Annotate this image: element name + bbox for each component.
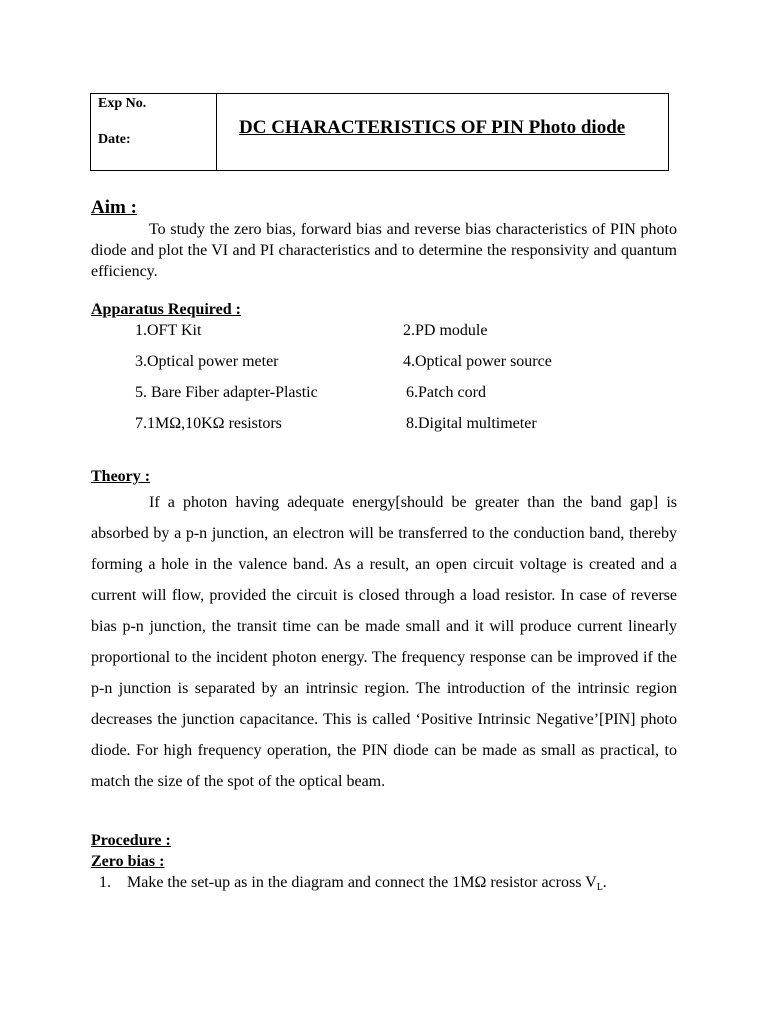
date-label: Date: [98,132,131,147]
apparatus-item: 6.Patch cord [406,384,486,401]
step-text: Make the set-up as in the diagram and connect the 1MΩ resistor across V [127,874,597,891]
aim-body: To study the zero bias, forward bias and reverse bias characteristics of PIN photo diode and plot the VI and PI characteristics and to determine the responsivity and quantum efficiency. [91,221,677,280]
procedure-heading: Procedure : [91,832,171,849]
theory-body: If a photon having adequate energy[should be greater than the band gap] is absorbed by a p-n junction, an electron will be transferred to the conduction band, thereby forming a hole in the valence band. As a result, an open circuit voltage is created and a current will flow, provided the circuit is closed through a load resistor. In case of reverse bias p-n junction, the transit time can be made small and it will produce current linearly proportional to the incident photon energy. The frequency response can be improved if the p-n junction is separated by an intrinsic region. The introduction of the intrinsic region decreases the junction capacitance. This is called ‘Positive Intrinsic Negative’[PIN] photo diode. For high frequency operation, the PIN diode can be made as small as practical, to match the size of the spot of the optical beam. [91,494,677,790]
aim-text [91,219,677,282]
theory-text [91,487,677,797]
apparatus-item: 1.OFT Kit [135,322,202,339]
apparatus-item: 2.PD module [403,322,488,339]
aim-heading: Aim : [91,197,137,218]
exp-no-label: Exp No. [98,96,147,111]
apparatus-item: 3.Optical power meter [135,353,279,370]
header-meta-cell [91,94,217,170]
zero-bias-heading: Zero bias : [91,853,165,870]
theory-heading: Theory : [91,468,151,485]
apparatus-item: 7.1MΩ,10KΩ resistors [135,415,282,432]
procedure-step [99,874,607,893]
document-title: DC CHARACTERISTICS OF PIN Photo diode [239,117,626,138]
apparatus-item: 5. Bare Fiber adapter-Plastic [135,384,318,401]
apparatus-item: 8.Digital multimeter [406,415,537,432]
step-number: 1. [99,874,111,891]
apparatus-heading: Apparatus Required : [91,301,241,318]
apparatus-item: 4.Optical power source [403,353,552,370]
experiment-header-box [90,93,669,171]
step-subscript: L [596,882,603,893]
step-end: . [602,874,607,891]
